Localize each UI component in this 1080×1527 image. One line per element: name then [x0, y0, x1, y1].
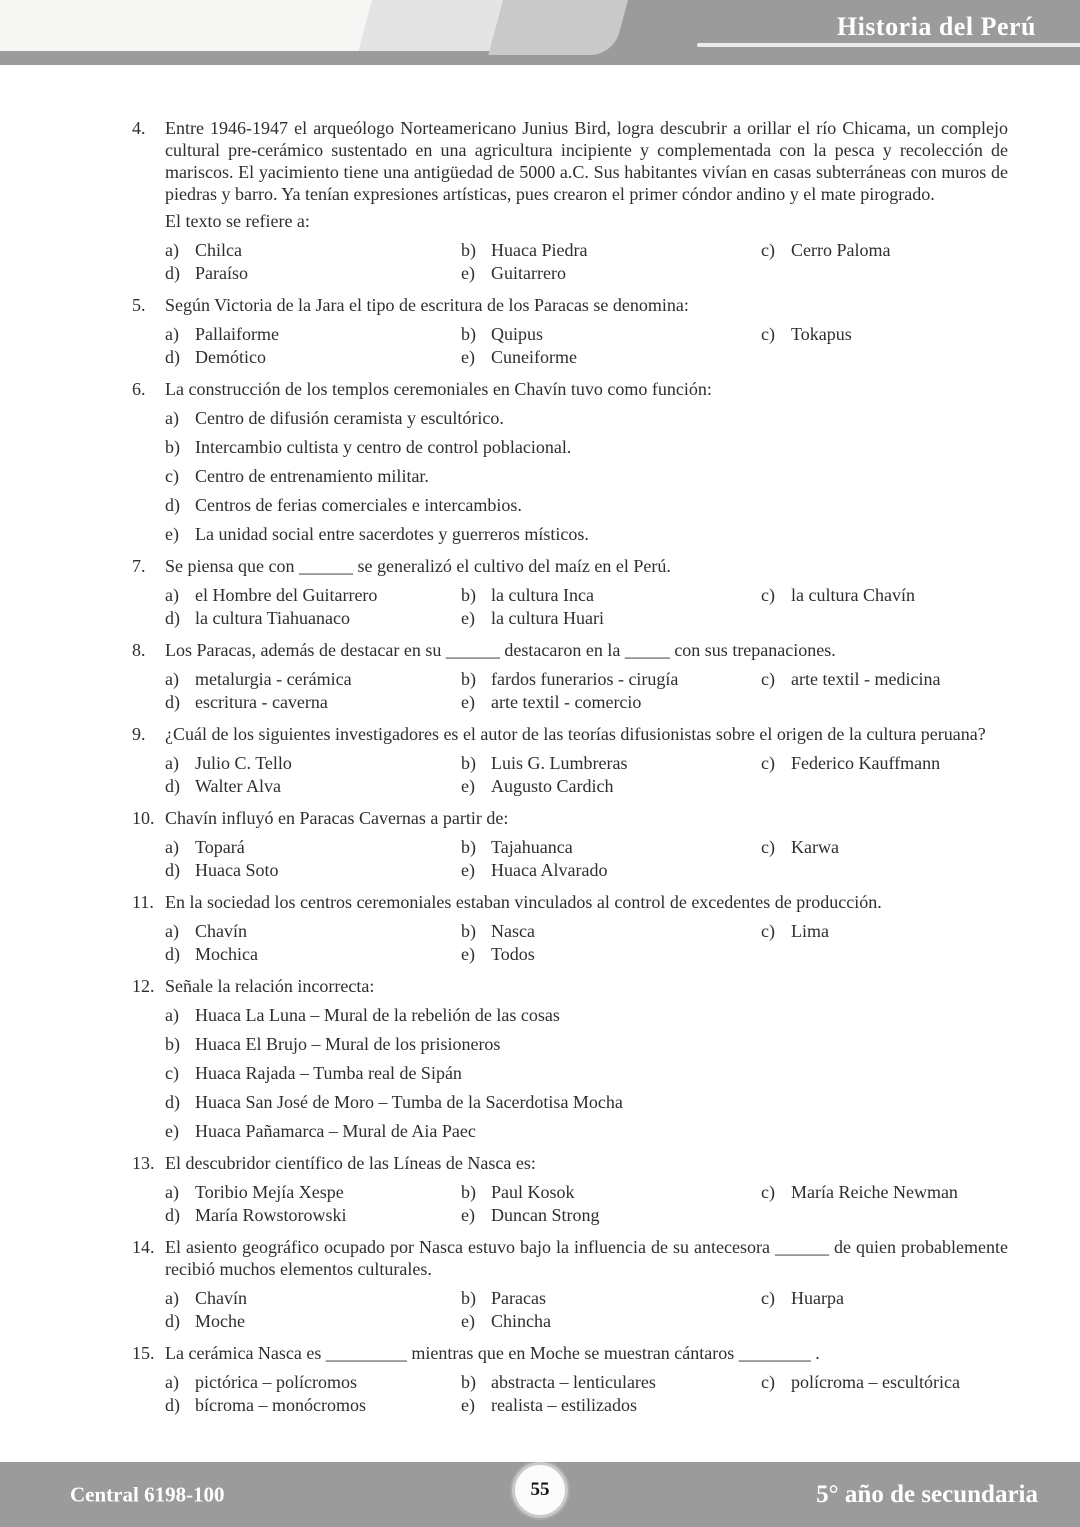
option-letter: d)	[165, 495, 180, 515]
option-letter: e)	[461, 263, 475, 283]
option-text: Centro de entrenamiento militar.	[195, 466, 429, 486]
option-c	[761, 752, 1008, 774]
option-text: abstracta – lenticulares	[491, 1372, 656, 1392]
question-body	[165, 1236, 1008, 1332]
option-letter: b)	[461, 585, 476, 605]
question-text: Entre 1946-1947 el arqueólogo Norteamericano Junius Bird, logra descubrir a orillar el río Chicama, un complejo cultural pre-cerámico sustentado en una agricultura incipiente y complementada con la pesca y recolección de mariscos. El yacimiento tiene una antigüedad de 5000 a.C. Sus habitantes vivían en casas subterráneas con muros de piedras y barro. Ya tenían expresiones artísticas, pues crearon el primer cóndor andino y el mate pirogrado.	[165, 118, 1008, 204]
option-letter: c)	[165, 1063, 179, 1083]
option-letter: d)	[165, 692, 180, 712]
header-band-light	[358, 0, 503, 51]
option-d	[165, 943, 461, 965]
question-options	[165, 1287, 1008, 1332]
option-text: fardos funerarios - cirugía	[491, 669, 679, 689]
question-options	[165, 920, 1008, 965]
option-text: arte textil - medicina	[791, 669, 941, 689]
option-a	[165, 239, 461, 261]
option-d	[165, 691, 461, 713]
question-number: 11.	[132, 892, 154, 912]
option-letter: a)	[165, 669, 179, 689]
option-text: María Reiche Newman	[791, 1182, 958, 1202]
option-letter: e)	[165, 1121, 179, 1141]
question-number: 10.	[132, 808, 155, 828]
option-e	[461, 859, 761, 881]
option-a	[165, 1371, 461, 1393]
page-number-badge	[515, 1465, 565, 1515]
option-letter: a)	[165, 1005, 179, 1025]
option-b	[165, 436, 1008, 458]
option-e	[461, 1204, 761, 1226]
option-text: Paraíso	[195, 263, 248, 283]
option-text: metalurgia - cerámica	[195, 669, 352, 689]
option-d	[165, 1310, 461, 1332]
option-d	[165, 1091, 1008, 1113]
option-text: el Hombre del Guitarrero	[195, 585, 378, 605]
option-text: Federico Kauffmann	[791, 753, 941, 773]
question-body	[165, 639, 1008, 713]
option-letter: d)	[165, 347, 180, 367]
option-letter: a)	[165, 1288, 179, 1308]
option-e	[165, 1120, 1008, 1142]
question-body	[165, 1152, 1008, 1226]
question-text: ¿Cuál de los siguientes investigadores es el autor de las teorías difusionistas sobre el origen de la cultura peruana?	[165, 724, 986, 744]
option-letter: b)	[165, 1034, 180, 1054]
option-letter: a)	[165, 324, 179, 344]
question-text: La construcción de los templos ceremoniales en Chavín tuvo como función:	[165, 379, 712, 399]
option-letter: e)	[461, 692, 475, 712]
option-letter: c)	[761, 1372, 775, 1392]
question-number: 7.	[132, 556, 146, 576]
question-body	[165, 807, 1008, 881]
option-d	[165, 346, 461, 368]
option-text: Augusto Cardich	[491, 776, 614, 796]
question-text: El asiento geográfico ocupado por Nasca estuvo bajo la influencia de su antecesora ______ de quien probablemente recibió muchos elementos culturales.	[165, 1237, 1008, 1279]
page-footer	[0, 1462, 1080, 1527]
page-title: Historia del Perú	[836, 12, 1036, 41]
option-letter: d)	[165, 1092, 180, 1112]
option-letter: c)	[761, 1182, 775, 1202]
header-band-medium	[488, 0, 628, 55]
question-block	[132, 891, 1008, 965]
option-text: Guitarrero	[491, 263, 566, 283]
option-letter: e)	[461, 1395, 475, 1415]
page-number: 55	[530, 1479, 550, 1500]
option-text: Demótico	[195, 347, 266, 367]
question-block	[132, 294, 1008, 368]
option-letter: e)	[165, 524, 179, 544]
option-text: Toribio Mejía Xespe	[195, 1182, 344, 1202]
question-options	[165, 1371, 1008, 1416]
option-letter: d)	[165, 776, 180, 796]
option-text: Cuneiforme	[491, 347, 577, 367]
question-body	[165, 723, 1008, 797]
footer-grade-label: 5° año de secundaria	[816, 1480, 1038, 1508]
option-letter: b)	[461, 1182, 476, 1202]
option-b	[461, 323, 761, 345]
option-b	[461, 1287, 761, 1309]
question-body	[165, 117, 1008, 284]
option-letter: c)	[761, 921, 775, 941]
option-text: realista – estilizados	[491, 1395, 637, 1415]
option-text: Lima	[791, 921, 829, 941]
question-body	[165, 975, 1008, 1142]
question-options	[165, 668, 1008, 713]
question-options	[165, 407, 1008, 545]
option-text: Chavín	[195, 1288, 247, 1308]
option-e	[165, 523, 1008, 545]
question-number: 5.	[132, 295, 146, 315]
option-d	[165, 262, 461, 284]
option-d	[165, 859, 461, 881]
option-letter: c)	[761, 585, 775, 605]
option-letter: a)	[165, 1372, 179, 1392]
question-block	[132, 1342, 1008, 1416]
option-c	[761, 323, 1008, 345]
option-text: Pallaiforme	[195, 324, 279, 344]
question-block	[132, 639, 1008, 713]
question-number: 4.	[132, 118, 146, 138]
question-options	[165, 584, 1008, 629]
question-block	[132, 1152, 1008, 1226]
option-d	[165, 494, 1008, 516]
footer-contact: Central 6198-100	[70, 1482, 225, 1506]
question-text: Según Victoria de la Jara el tipo de escritura de los Paracas se denomina:	[165, 295, 689, 315]
option-c	[761, 668, 1008, 690]
question-list	[132, 117, 1008, 1426]
option-a	[165, 752, 461, 774]
option-c	[761, 584, 1008, 606]
option-text: Julio C. Tello	[195, 753, 292, 773]
option-letter: d)	[165, 860, 180, 880]
option-text: Huaca Piedra	[491, 240, 588, 260]
option-a	[165, 1181, 461, 1203]
option-a	[165, 668, 461, 690]
question-text: Se piensa que con ______ se generalizó el cultivo del maíz en el Perú.	[165, 556, 671, 576]
question-block	[132, 975, 1008, 1142]
question-body	[165, 1342, 1008, 1416]
question-body	[165, 294, 1008, 368]
header-title-underline	[697, 43, 1080, 47]
option-letter: b)	[461, 837, 476, 857]
option-text: Tajahuanca	[491, 837, 573, 857]
question-text: Los Paracas, además de destacar en su ______ destacaron en la _____ con sus trepanaciones.	[165, 640, 836, 660]
option-b	[461, 836, 761, 858]
option-d	[165, 1204, 461, 1226]
option-letter: a)	[165, 1182, 179, 1202]
option-c	[761, 836, 1008, 858]
option-letter: b)	[165, 437, 180, 457]
question-block	[132, 117, 1008, 284]
question-options	[165, 239, 1008, 284]
option-e	[461, 943, 761, 965]
question-block	[132, 1236, 1008, 1332]
option-a	[165, 836, 461, 858]
option-text: Centro de difusión ceramista y escultórico.	[195, 408, 504, 428]
question-options	[165, 752, 1008, 797]
question-block	[132, 555, 1008, 629]
option-c	[761, 1181, 1008, 1203]
option-c	[165, 465, 1008, 487]
option-e	[461, 607, 761, 629]
question-body	[165, 555, 1008, 629]
question-number: 12.	[132, 976, 155, 996]
option-text: Mochica	[195, 944, 258, 964]
option-c	[761, 920, 1008, 942]
option-text: pictórica – polícromos	[195, 1372, 357, 1392]
question-options	[165, 323, 1008, 368]
option-c	[761, 239, 1008, 261]
option-text: María Rowstorowski	[195, 1205, 347, 1225]
option-letter: a)	[165, 585, 179, 605]
option-letter: b)	[461, 324, 476, 344]
question-number: 13.	[132, 1153, 155, 1173]
option-a	[165, 323, 461, 345]
option-d	[165, 1394, 461, 1416]
option-letter: c)	[761, 669, 775, 689]
option-letter: d)	[165, 1311, 180, 1331]
question-number: 14.	[132, 1237, 155, 1257]
option-letter: c)	[761, 240, 775, 260]
option-e	[461, 1394, 761, 1416]
option-letter: d)	[165, 263, 180, 283]
question-number: 15.	[132, 1343, 155, 1363]
option-text: Huaca Pañamarca – Mural de Aia Paec	[195, 1121, 476, 1141]
option-letter: e)	[461, 1311, 475, 1331]
option-letter: b)	[461, 1372, 476, 1392]
option-text: Tokapus	[791, 324, 852, 344]
option-e	[461, 775, 761, 797]
option-text: la cultura Inca	[491, 585, 594, 605]
option-text: Paul Kosok	[491, 1182, 575, 1202]
option-letter: b)	[461, 1288, 476, 1308]
option-text: Huaca San José de Moro – Tumba de la Sacerdotisa Mocha	[195, 1092, 623, 1112]
option-letter: a)	[165, 921, 179, 941]
option-letter: a)	[165, 837, 179, 857]
option-b	[461, 1371, 761, 1393]
option-e	[461, 346, 761, 368]
option-d	[165, 775, 461, 797]
option-letter: c)	[761, 837, 775, 857]
option-letter: b)	[461, 921, 476, 941]
question-block	[132, 723, 1008, 797]
option-text: la cultura Huari	[491, 608, 604, 628]
option-text: Huaca Soto	[195, 860, 279, 880]
option-text: Moche	[195, 1311, 245, 1331]
option-letter: c)	[761, 1288, 775, 1308]
option-a	[165, 1004, 1008, 1026]
option-letter: c)	[761, 753, 775, 773]
question-text: La cerámica Nasca es _________ mientras que en Moche se muestran cántaros ________ .	[165, 1343, 820, 1363]
option-a	[165, 920, 461, 942]
option-text: Karwa	[791, 837, 839, 857]
option-text: Quipus	[491, 324, 544, 344]
option-text: Topará	[195, 837, 245, 857]
option-text: Cerro Paloma	[791, 240, 891, 260]
option-text: la cultura Tiahuanaco	[195, 608, 350, 628]
question-options	[165, 1181, 1008, 1226]
question-number: 6.	[132, 379, 146, 399]
option-d	[165, 607, 461, 629]
option-letter: c)	[761, 324, 775, 344]
option-a	[165, 1287, 461, 1309]
option-c	[761, 1371, 1008, 1393]
option-text: polícroma – escultórica	[791, 1372, 960, 1392]
option-text: Todos	[491, 944, 535, 964]
page-header	[0, 0, 1080, 65]
option-b	[165, 1033, 1008, 1055]
option-text: Chincha	[491, 1311, 551, 1331]
option-letter: d)	[165, 1205, 180, 1225]
option-text: Luis G. Lumbreras	[491, 753, 628, 773]
option-text: arte textil - comercio	[491, 692, 642, 712]
question-block	[132, 378, 1008, 545]
question-options	[165, 836, 1008, 881]
option-text: Nasca	[491, 921, 535, 941]
option-e	[461, 691, 761, 713]
option-c	[165, 1062, 1008, 1084]
option-letter: d)	[165, 608, 180, 628]
option-b	[461, 1181, 761, 1203]
option-letter: b)	[461, 240, 476, 260]
option-e	[461, 1310, 761, 1332]
question-options	[165, 1004, 1008, 1142]
option-letter: e)	[461, 1205, 475, 1225]
question-text: Chavín influyó en Paracas Cavernas a partir de:	[165, 808, 509, 828]
option-a	[165, 584, 461, 606]
option-b	[461, 239, 761, 261]
option-text: bícroma – monócromos	[195, 1395, 366, 1415]
option-b	[461, 752, 761, 774]
option-text: la cultura Chavín	[791, 585, 915, 605]
question-text: En la sociedad los centros ceremoniales estaban vinculados al control de excedentes de producción.	[165, 892, 882, 912]
option-text: Huaca El Brujo – Mural de los prisioneros	[195, 1034, 501, 1054]
option-text: Chilca	[195, 240, 242, 260]
option-text: Paracas	[491, 1288, 546, 1308]
option-text: Huaca Alvarado	[491, 860, 608, 880]
option-text: Huaca Rajada – Tumba real de Sipán	[195, 1063, 462, 1083]
question-text: El descubridor científico de las Líneas de Nasca es:	[165, 1153, 536, 1173]
option-b	[461, 584, 761, 606]
option-text: Centros de ferias comerciales e intercambios.	[195, 495, 522, 515]
option-text: Chavín	[195, 921, 247, 941]
option-text: Huarpa	[791, 1288, 844, 1308]
option-letter: e)	[461, 347, 475, 367]
option-e	[461, 262, 761, 284]
option-text: Duncan Strong	[491, 1205, 600, 1225]
option-letter: e)	[461, 776, 475, 796]
option-letter: b)	[461, 753, 476, 773]
option-b	[461, 668, 761, 690]
option-text: Walter Alva	[195, 776, 282, 796]
question-text: Señale la relación incorrecta:	[165, 976, 375, 996]
option-text: Huaca La Luna – Mural de la rebelión de las cosas	[195, 1005, 560, 1025]
question-block	[132, 807, 1008, 881]
option-text: Intercambio cultista y centro de control poblacional.	[195, 437, 572, 457]
option-c	[761, 1287, 1008, 1309]
option-letter: b)	[461, 669, 476, 689]
option-letter: e)	[461, 860, 475, 880]
option-letter: d)	[165, 944, 180, 964]
option-letter: e)	[461, 944, 475, 964]
option-a	[165, 407, 1008, 429]
option-b	[461, 920, 761, 942]
option-letter: a)	[165, 240, 179, 260]
question-body	[165, 891, 1008, 965]
question-body	[165, 378, 1008, 545]
option-letter: c)	[165, 466, 179, 486]
option-text: La unidad social entre sacerdotes y guerreros místicos.	[195, 524, 589, 544]
question-number: 8.	[132, 640, 146, 660]
question-number: 9.	[132, 724, 146, 744]
question-subtext: El texto se refiere a:	[165, 211, 310, 231]
option-text: escritura - caverna	[195, 692, 328, 712]
option-letter: a)	[165, 408, 179, 428]
option-letter: e)	[461, 608, 475, 628]
option-letter: d)	[165, 1395, 180, 1415]
option-letter: a)	[165, 753, 179, 773]
